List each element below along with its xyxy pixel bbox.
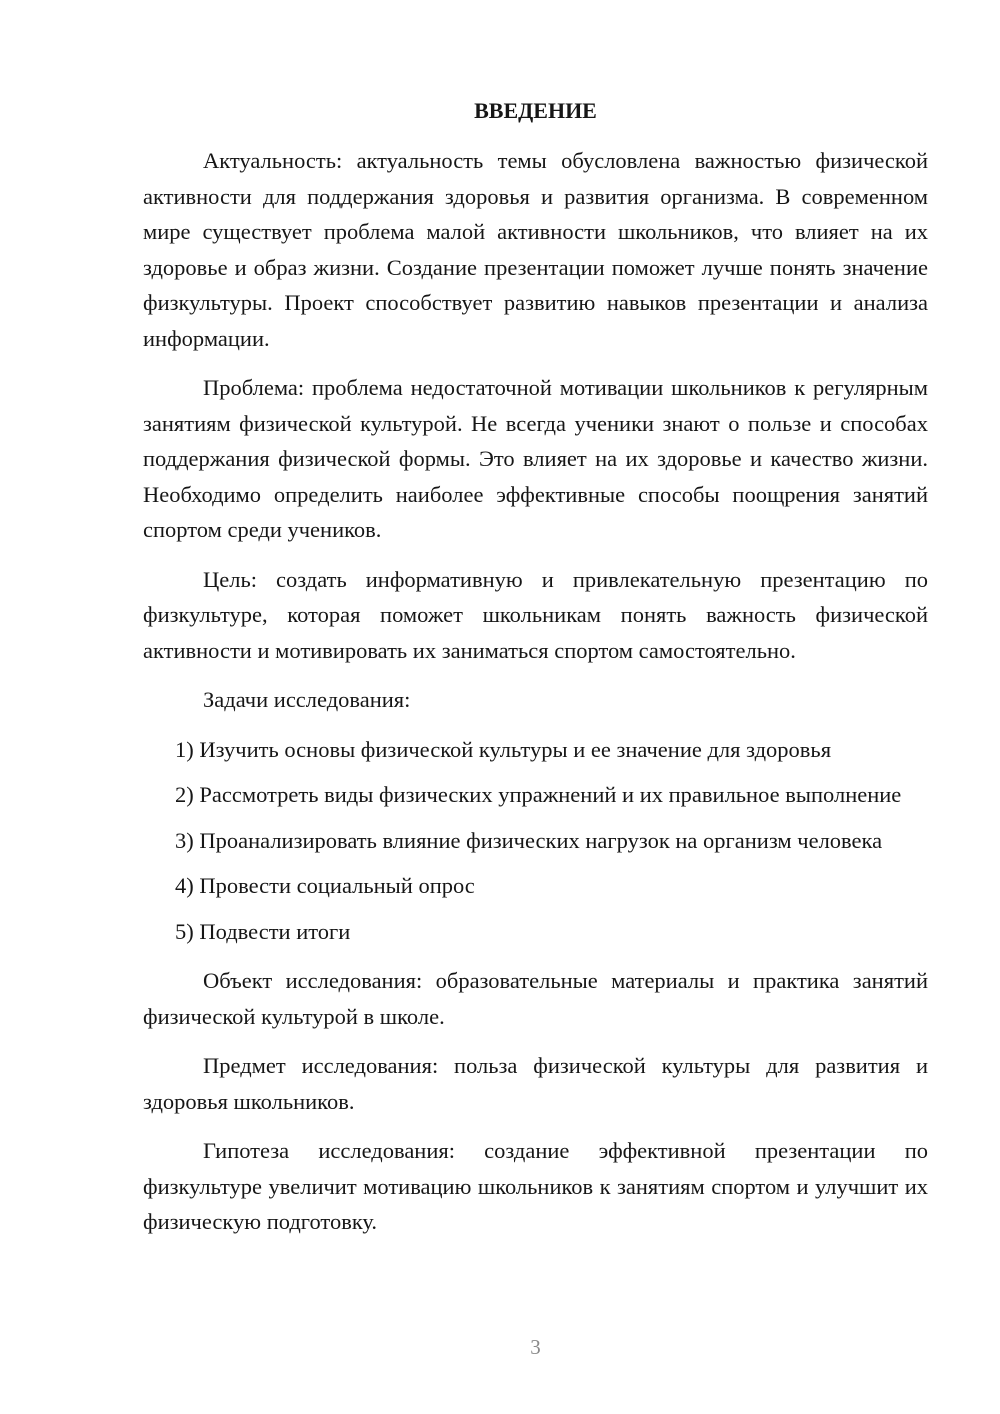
section-heading: ВВЕДЕНИЕ bbox=[474, 98, 597, 123]
task-item-3: 3) Проанализировать влияние физических нагрузок на организм человека bbox=[175, 827, 883, 853]
page-number: 3 bbox=[530, 1335, 541, 1359]
task-item-1: 1) Изучить основы физической культуры и ее значение для здоровья bbox=[175, 736, 832, 762]
tasks-list bbox=[143, 732, 928, 950]
relevance-paragraph: Актуальность: актуальность темы обусловлена важностью физической активности для поддержания здоровья и развития организма. В современном мире существует проблема малой активности школьников, что влияет на их здоровье и образ жизни. Создание презентации поможет лучше понять значение физкультуры. Проект способствует развитию навыков презентации и анализа информации. bbox=[143, 148, 928, 351]
task-item-4: 4) Провести социальный опрос bbox=[175, 873, 475, 898]
document-body bbox=[143, 143, 928, 1254]
hypothesis-paragraph: Гипотеза исследования: создание эффективной презентации по физкультуре увеличит мотивацию школьников к занятиям спортом и улучшит их физическую подготовку. bbox=[143, 1138, 928, 1234]
object-paragraph: Объект исследования: образовательные материалы и практика занятий физической культурой в школе. bbox=[143, 968, 928, 1029]
task-item-5: 5) Подвести итоги bbox=[175, 918, 351, 944]
tasks-title: Задачи исследования: bbox=[203, 687, 411, 712]
goal-paragraph: Цель: создать информативную и привлекательную презентацию по физкультуре, которая поможет школьникам понять важность физической активности и мотивировать их заниматься спортом самостоятельно. bbox=[143, 566, 928, 663]
subject-paragraph: Предмет исследования: польза физической культуры для развития и здоровья школьников. bbox=[143, 1053, 928, 1114]
task-item-2: 2) Рассмотреть виды физических упражнений и их правильное выполнение bbox=[175, 782, 902, 807]
problem-paragraph: Проблема: проблема недостаточной мотивации школьников к регулярным занятиям физической культурой. Не всегда ученики знают о пользе и способах поддержания физической формы. Это влияет на их здоровье и качество жизни. Необходимо определить наиболее эффективные способы поощрения занятий спортом среди учеников. bbox=[143, 375, 928, 542]
